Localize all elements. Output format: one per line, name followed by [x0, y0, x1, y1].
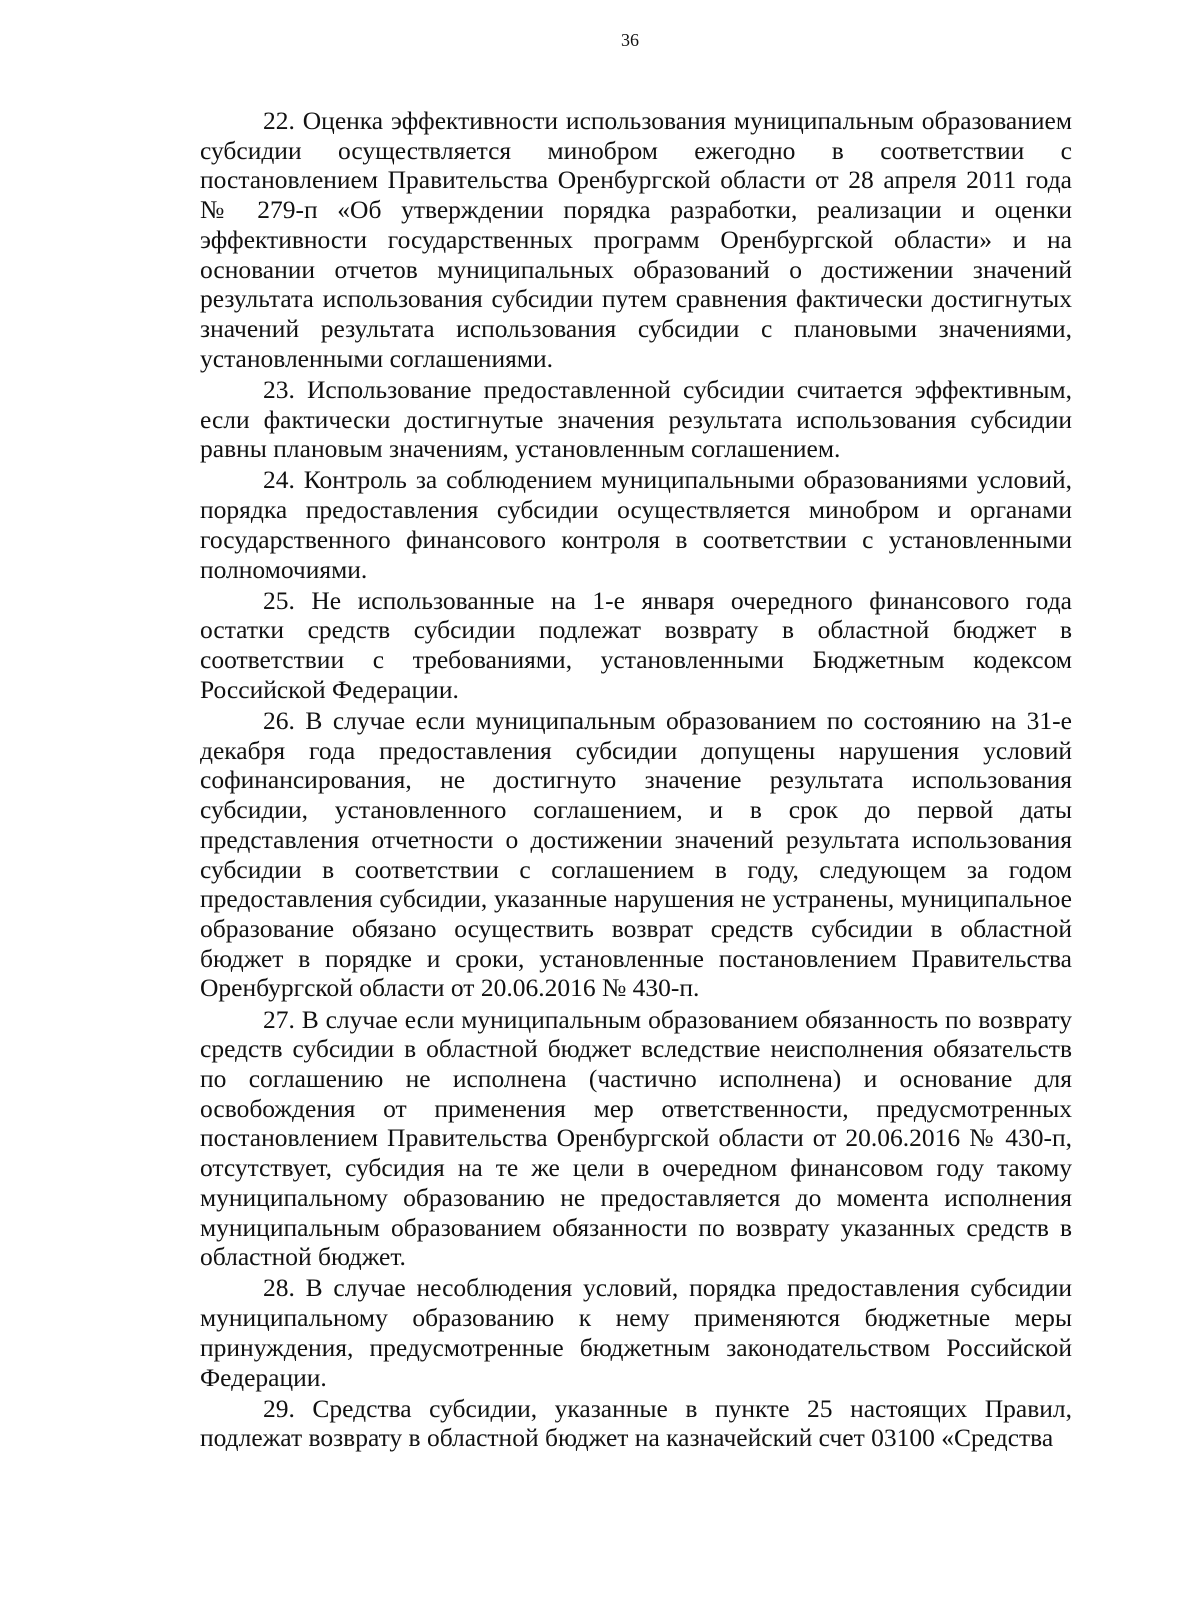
paragraph-26: 26. В случае если муниципальным образованием по состоянию на 31-е декабря года предоставления субсидии допущены нарушения условий софинансирования, не достигнуто значение результата использования субсидии, установленного соглашением, и в срок до первой даты представления отчетности о достижении значений результата использования субсидии в соответствии с соглашением в году, следующем за годом предоставления субсидии, указанные нарушения не устранены, муниципальное образование обязано осуществить возврат средств субсидии в областной бюджет в порядке и сроки, установленные постановлением Правительства Оренбургской области от 20.06.2016 № 430-п. [200, 706, 1072, 1003]
paragraph-29: 29. Средства субсидии, указанные в пункте 25 настоящих Правил, подлежат возврату в областной бюджет на казначейский счет 03100 «Средства [200, 1393, 1072, 1453]
page-number: 36 [621, 30, 639, 50]
paragraph-23: 23. Использование предоставленной субсидии считается эффективным, если фактически достигнутые значения результата использования субсидии равны плановым значениям, установленным соглашением. [200, 374, 1072, 464]
paragraph-25: 25. Не использованные на 1-е января очередного финансового года остатки средств субсидии подлежат возврату в областной бюджет в соответствии с требованиями, установленными Бюджетным кодексом Российской Федерации. [200, 585, 1072, 704]
paragraph-27: 27. В случае если муниципальным образованием обязанность по возврату средств субсидии в областной бюджет вследствие неисполнения обязательств по соглашению не исполнена (частично исполнена) и основание для освобождения от применения мер ответственности, предусмотренных постановлением Правительства Оренбургской области от 20.06.2016 № 430-п, отсутствует, субсидия на те же цели в очередном финансовом году такому муниципальному образованию не предоставляется до момента исполнения муниципальным образованием обязанности по возврату указанных средств в областной бюджет. [200, 1004, 1072, 1272]
paragraph-28: 28. В случае несоблюдения условий, порядка предоставления субсидии муниципальному образованию к нему применяются бюджетные меры принуждения, предусмотренные бюджетным законодательством Российской Федерации. [200, 1273, 1072, 1392]
paragraph-24: 24. Контроль за соблюдением муниципальными образованиями условий, порядка предоставления субсидии осуществляется минобром и органами государственного финансового контроля в соответствии с установленными полномочиями. [200, 465, 1072, 584]
document-body [200, 106, 1072, 1455]
paragraph-22: 22. Оценка эффективности использования муниципальным образованием субсидии осуществляется минобром ежегодно в соответствии с постановлением Правительства Оренбургской области от 28 апреля 2011 года № 279-п «Об утверждении порядка разработки, реализации и оценки эффективности государственных программ Оренбургской области» и на основании отчетов муниципальных образований о достижении значений результата использования субсидии путем сравнения фактически достигнутых значений результата использования субсидии с плановыми значениями, установленными соглашениями. [200, 106, 1072, 373]
